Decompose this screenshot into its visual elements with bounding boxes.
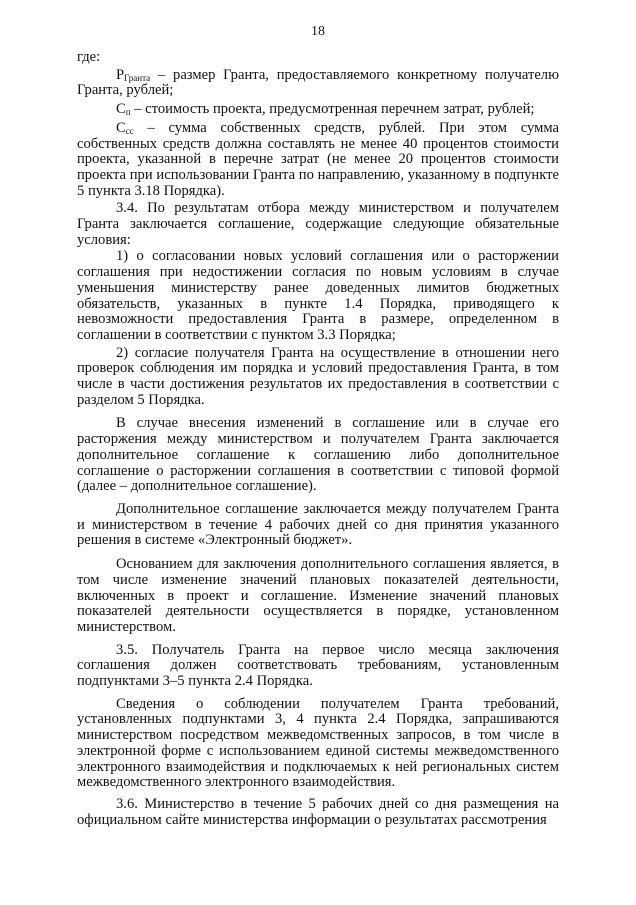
symbol: С <box>116 101 126 118</box>
symbol-subscript: п <box>125 107 131 118</box>
definition-own-funds <box>77 121 559 200</box>
paragraph-amendments: В случае внесения изменений в соглашение или в случае его расторжения между министерством и получателем Гранта заключается дополнительное соглашение к соглашению либо дополнительное соглашение о расторжении соглашения в соответствии с типовой формой (далее – дополнительное соглашение). <box>77 415 559 495</box>
symbol: С <box>116 119 126 136</box>
symbol-subscript: сс <box>125 125 134 136</box>
paragraph-3-6: 3.6. Министерство в течение 5 рабочих дней со дня размещения на официальном сайте министерства информации о результатах рассмотрения <box>77 795 559 828</box>
definition-grant-size <box>77 68 559 99</box>
paragraph-additional-agreement: Дополнительное соглашение заключается между получателем Гранта и министерством в течение 4 рабочих дней со дня принятия указанного решения в системе «Электронный бюджет». <box>77 500 559 549</box>
paragraph-3-5: 3.5. Получатель Гранта на первое число месяца заключения соглашения должен соответствовать требованиям, установленным подпунктами 3–5 пункта 2.4 Порядка. <box>77 641 559 690</box>
where-label: где: <box>77 49 101 65</box>
document-body <box>77 50 559 828</box>
page-number: 18 <box>311 24 325 39</box>
definition-project-cost <box>77 102 559 118</box>
symbol: Р <box>116 66 125 83</box>
paragraph-grounds: Основанием для заключения дополнительного соглашения является, в том числе изменение значений плановых показателей деятельности, включенных в проект и соглашение. Изменение значений плановых показателей деятельности осуществляется в порядке, установленном министерством. <box>77 556 559 635</box>
paragraph-3-4: 3.4. По результатам отбора между министерством и получателем Гранта заключается соглашение, содержащие следующие обязательные условия: <box>77 200 559 248</box>
definition-text: – стоимость проекта, предусмотренная перечнем затрат, рублей; <box>130 101 535 118</box>
list-item-2: 2) согласие получателя Гранта на осуществление в отношении него проверок соблюдения им порядка и условий предоставления Гранта, в том числе в части достижения результатов их предоставления в соответствии с разделом 5 Порядка. <box>77 344 559 408</box>
paragraph-compliance-info: Сведения о соблюдении получателем Гранта требований, установленных подпунктами 3, 4 пункта 2.4 Порядка, запрашиваются министерством посредством межведомственных запросов, в том числе в электронной форме с использованием единой системы межведомственного электронного взаимодействия и подключаемых к ней региональных систем межведомственного электронного взаимодействия. <box>77 695 559 791</box>
list-item-1: 1) о согласовании новых условий соглашения или о расторжении соглашения при недостижении согласия по новым условиям в случае уменьшения министерству ранее доведенных лимитов бюджетных обязательств, указанных в пункте 1.4 Порядка, приводящего к невозможности предоставления Гранта в размере, определенном в соглашении в соответствии с пунктом 3.3 Порядка; <box>77 248 559 343</box>
symbol-subscript: Гранта <box>124 72 151 83</box>
definition-text: – размер Гранта, предоставляемого конкретному получателю Гранта, рублей; <box>77 66 559 99</box>
definition-text: – сумма собственных средств, рублей. При этом сумма собственных средств должна составлять не менее 40 процентов стоимости проекта, указанной в перечне затрат (не менее 20 процентов стоимости проекта при использовании Гранта по направлению, указанному в подпункте 5 пункта 3.18 Порядка). <box>77 119 559 199</box>
